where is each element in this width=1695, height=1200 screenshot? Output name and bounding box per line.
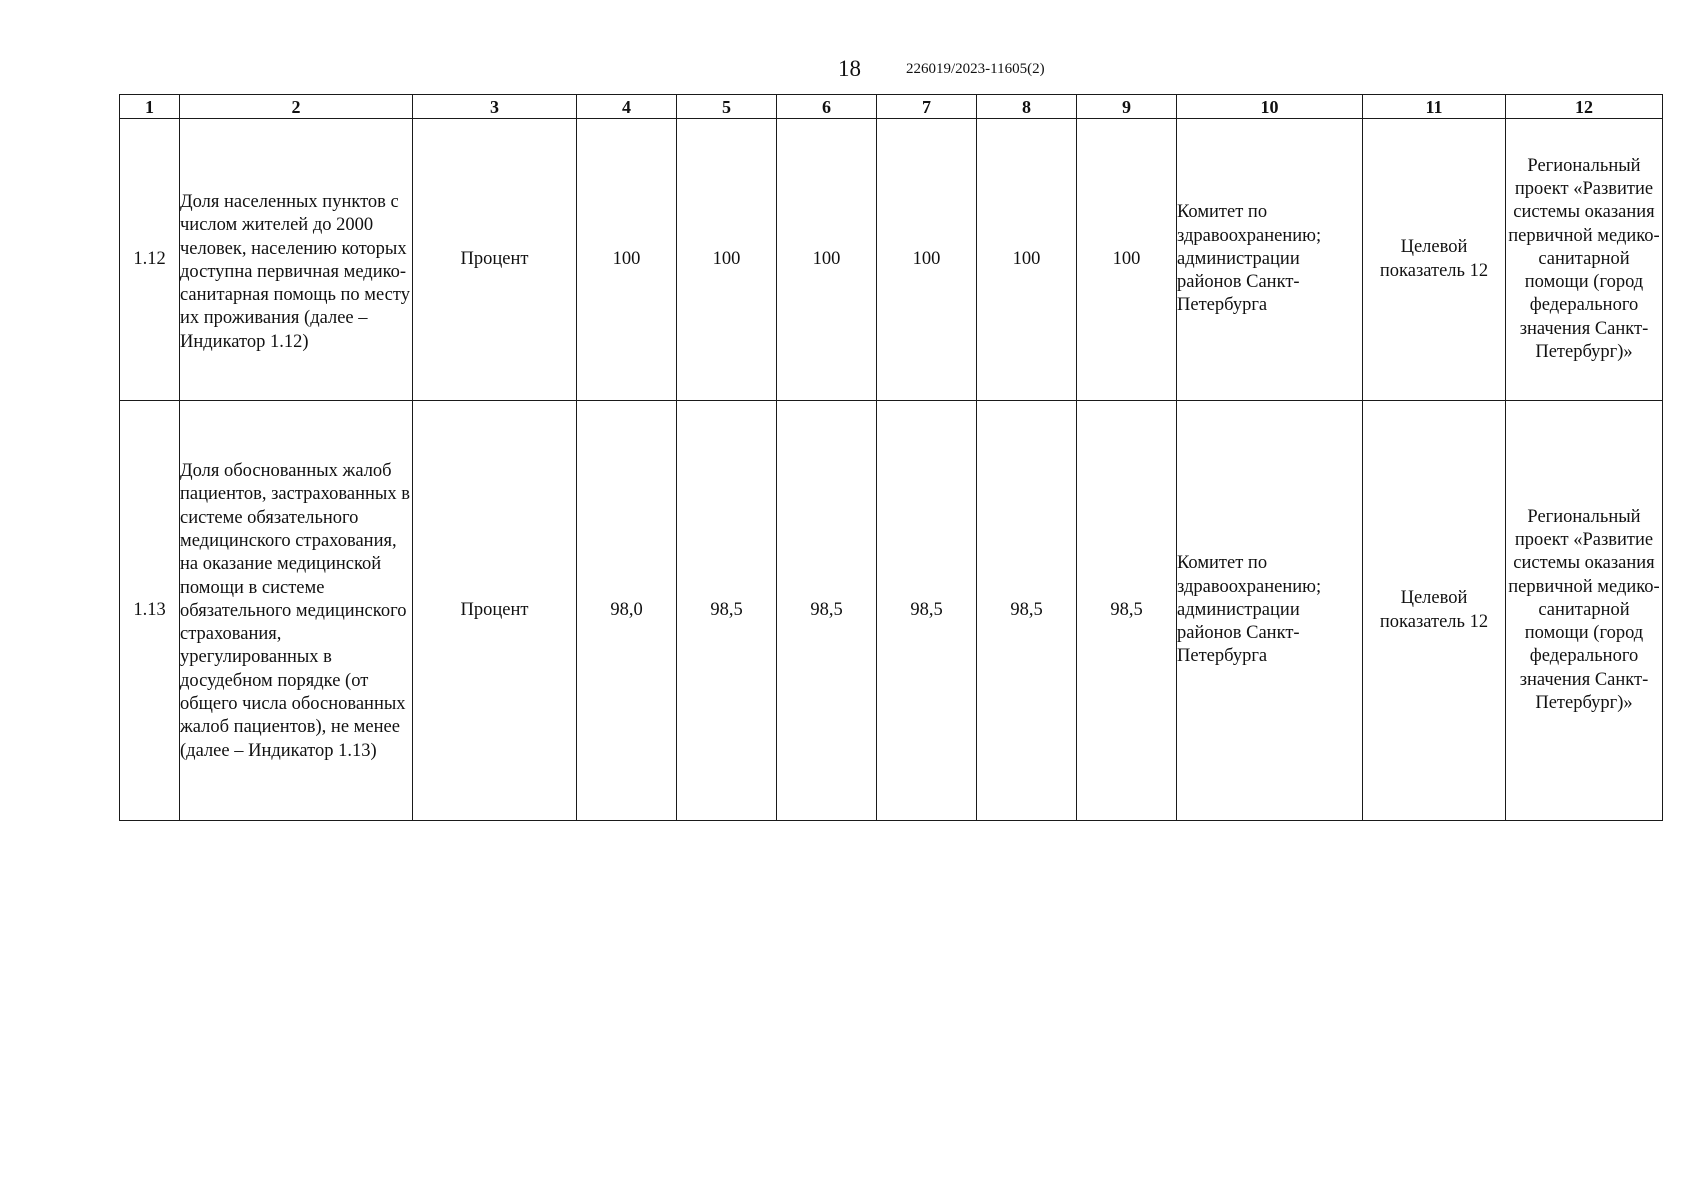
- indicator-name: Доля населенных пунктов с числом жителей до 2000 человек, населению которых доступна первичная медико-санитарная помощь по месту их проживания (далее – Индикатор 1.12): [180, 119, 413, 401]
- value-cell: 98,5: [1077, 401, 1177, 821]
- column-header: 6: [777, 95, 877, 119]
- value-cell: 98,5: [777, 401, 877, 821]
- table-row: [120, 401, 1663, 821]
- value-cell: 98,0: [577, 401, 677, 821]
- column-header: 11: [1363, 95, 1506, 119]
- value-cell: 98,5: [977, 401, 1077, 821]
- value-cell: 100: [877, 119, 977, 401]
- column-header: 9: [1077, 95, 1177, 119]
- responsible-cell: Комитет по здравоохранению; администрации районов Санкт-Петербурга: [1177, 119, 1363, 401]
- value-cell: 100: [977, 119, 1077, 401]
- value-cell: 100: [777, 119, 877, 401]
- column-header: 3: [413, 95, 577, 119]
- column-header: 12: [1506, 95, 1663, 119]
- column-number-row: [120, 95, 1663, 119]
- project-cell: Региональный проект «Развитие системы оказания первичной медико-санитарной помощи (город федерального значения Санкт-Петербург)»: [1506, 401, 1663, 821]
- page-header: [0, 54, 1695, 84]
- unit-cell: Процент: [413, 401, 577, 821]
- value-cell: 100: [677, 119, 777, 401]
- column-header: 8: [977, 95, 1077, 119]
- value-cell: 98,5: [877, 401, 977, 821]
- column-header: 2: [180, 95, 413, 119]
- project-cell: Региональный проект «Развитие системы оказания первичной медико-санитарной помощи (город федерального значения Санкт-Петербург)»: [1506, 119, 1663, 401]
- indicator-number: 1.13: [120, 401, 180, 821]
- document-id: 226019/2023-11605(2): [906, 61, 1045, 77]
- column-header: 1: [120, 95, 180, 119]
- indicators-table: [119, 94, 1663, 821]
- column-header: 10: [1177, 95, 1363, 119]
- column-header: 7: [877, 95, 977, 119]
- indicator-number: 1.12: [120, 119, 180, 401]
- table-row: [120, 119, 1663, 401]
- column-header: 5: [677, 95, 777, 119]
- target-cell: Целевой показатель 12: [1363, 401, 1506, 821]
- indicator-name: Доля обоснованных жалоб пациентов, застрахованных в системе обязательного медицинского страхования, на оказание медицинской помощи в системе обязательного медицинского страхования, урегулированных в досудебном порядке (от общего числа обоснованных жалоб пациентов), не менее (далее – Индикатор 1.13): [180, 401, 413, 821]
- value-cell: 98,5: [677, 401, 777, 821]
- responsible-cell: Комитет по здравоохранению; администрации районов Санкт-Петербурга: [1177, 401, 1363, 821]
- value-cell: 100: [577, 119, 677, 401]
- target-cell: Целевой показатель 12: [1363, 119, 1506, 401]
- page-number: 18: [838, 56, 861, 81]
- value-cell: 100: [1077, 119, 1177, 401]
- column-header: 4: [577, 95, 677, 119]
- unit-cell: Процент: [413, 119, 577, 401]
